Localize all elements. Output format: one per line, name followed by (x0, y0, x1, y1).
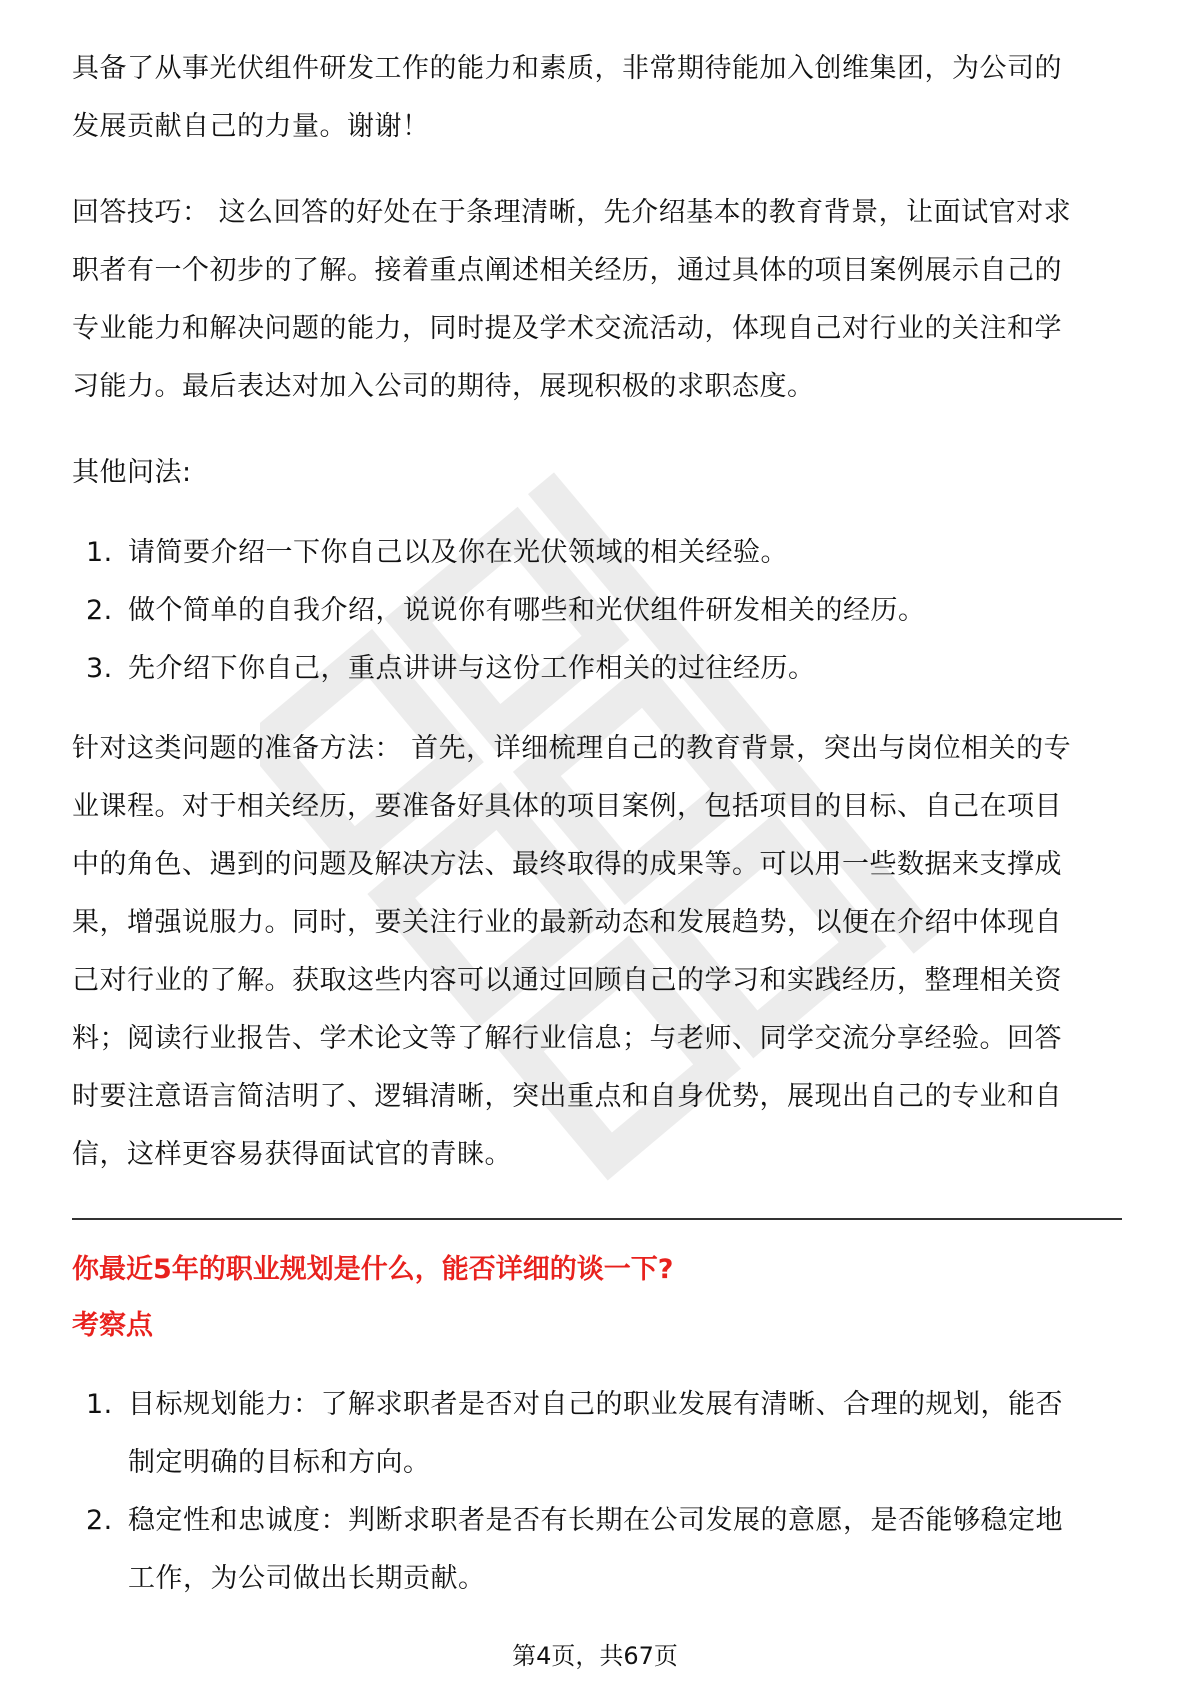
list-text: 工作，为公司做出长期贡献。 (128, 1563, 486, 1594)
prep-line-7: 时要注意语言简洁明了、逻辑清晰，突出重点和自身优势，展现出自己的专业和自 (72, 1081, 1062, 1112)
prep-line-2: 业课程。对于相关经历，要准备好具体的项目案例，包括项目的目标、自己在项目 (72, 791, 1062, 822)
list-number: 1. (86, 537, 113, 568)
tips-line-2: 职者有一个初步的了解。接着重点阐述相关经历，通过具体的项目案例展示自己的 (72, 255, 1062, 286)
assessment-points-list (72, 1376, 1122, 1608)
list-number: 2. (86, 595, 113, 626)
prep-line-6: 料；阅读行业报告、学术论文等了解行业信息；与老师、同学交流分享经验。回答 (72, 1023, 1062, 1054)
list-text: 请简要介绍一下你自己以及你在光伏领域的相关经验。 (128, 537, 788, 568)
intro-tail-line-1: 具备了从事光伏组件研发工作的能力和素质，非常期待能加入创维集团，为公司的 (72, 53, 1062, 84)
list-item (72, 1376, 1122, 1492)
list-text: 先介绍下你自己，重点讲讲与这份工作相关的过往经历。 (128, 653, 816, 684)
list-item (72, 1492, 1122, 1608)
document-page (72, 40, 1122, 1608)
question-subheading: 考察点 (72, 1310, 153, 1341)
page-footer: 第4页，共67页 (512, 1642, 678, 1670)
tips-line-4: 习能力。最后表达对加入公司的期待，展现积极的求职态度。 (72, 371, 815, 402)
question-title: 你最近5年的职业规划是什么，能否详细的谈一下? (72, 1254, 674, 1285)
tips-line-1: 回答技巧： 这么回答的好处在于条理清晰，先介绍基本的教育背景，让面试官对求 (72, 197, 1072, 228)
other-questions-label: 其他问法: (72, 457, 192, 488)
prep-line-5: 己对行业的了解。获取这些内容可以通过回顾自己的学习和实践经历，整理相关资 (72, 965, 1062, 996)
list-number: 1. (86, 1389, 113, 1420)
list-number: 3. (86, 653, 113, 684)
prep-line-8: 信，这样更容易获得面试官的青睐。 (72, 1139, 512, 1170)
tips-line-3: 专业能力和解决问题的能力，同时提及学术交流活动，体现自己对行业的关注和学 (72, 313, 1062, 344)
intro-tail-line-2: 发展贡献自己的力量。谢谢！ (72, 111, 430, 142)
list-text: 稳定性和忠诚度：判断求职者是否有长期在公司发展的意愿，是否能够稳定地 (128, 1505, 1063, 1536)
prep-line-3: 中的角色、遇到的问题及解决方法、最终取得的成果等。可以用一些数据来支撑成 (72, 849, 1062, 880)
list-text: 做个简单的自我介绍，说说你有哪些和光伏组件研发相关的经历。 (128, 595, 926, 626)
list-item (72, 524, 1122, 582)
list-item (72, 640, 1122, 698)
section-divider (72, 1218, 1122, 1220)
list-number: 2. (86, 1505, 113, 1536)
other-questions-list (72, 524, 1122, 698)
prep-line-4: 果，增强说服力。同时，要关注行业的最新动态和发展趋势，以便在介绍中体现自 (72, 907, 1062, 938)
list-text: 目标规划能力：了解求职者是否对自己的职业发展有清晰、合理的规划，能否 (128, 1389, 1063, 1420)
list-item (72, 582, 1122, 640)
list-text: 制定明确的目标和方向。 (128, 1447, 431, 1478)
prep-line-1: 针对这类问题的准备方法： 首先，详细梳理自己的教育背景，突出与岗位相关的专 (72, 733, 1072, 764)
